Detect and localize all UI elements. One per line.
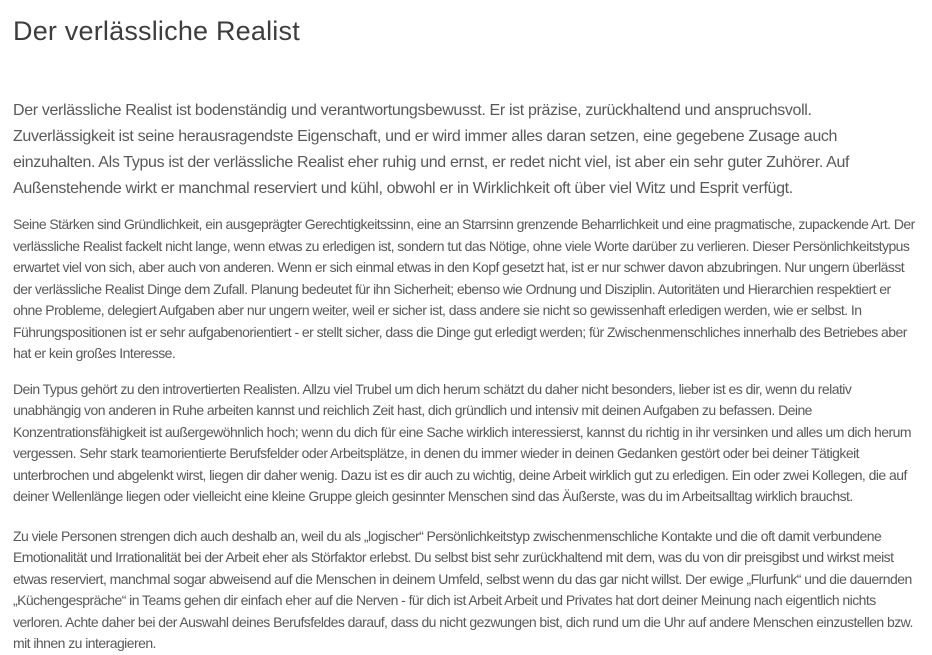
- intro-paragraph: Der verlässliche Realist ist bodenständig und verantwortungsbewusst. Er ist präzise, zurückhaltend und anspruchsvoll. Zuverlässigkeit ist seine herausragendste Eigenschaft, und er wird immer alles daran setzen, eine gegebene Zusage auch einzuhalten. Als Typus ist der verlässliche Realist eher ruhig und ernst, er redet nicht viel, ist aber ein sehr guter Zuhörer. Auf Außenstehende wirkt er manchmal reserviert und kühl, obwohl er in Wirklichkeit oft über viel Witz und Esprit verfügt.: [13, 102, 850, 197]
- page-title: Der verlässliche Realist: [13, 16, 300, 46]
- strengths-paragraph: Seine Stärken sind Gründlichkeit, ein ausgeprägter Gerechtigkeitssinn, eine an Starrsinn grenzende Beharrlichkeit und eine pragmatische, zupackende Art. Der verlässliche Realist fackelt nicht lange, wenn etwas zu erledigen ist, sondern tut das Nötige, ohne viele Worte darüber zu verlieren. Dieser Persönlichkeitstypus erwartet viel von sich, aber auch von anderen. Wenn er sich einmal etwas in den Kopf gesetzt hat, ist er nur schwer davon abzubringen. Nur ungern überlässt der verlässliche Realist Dinge dem Zufall. Planung bedeutet für ihn Sicherheit; ebenso wie Ordnung und Disziplin. Autoritäten und Hierarchien respektiert er ohne Probleme, delegiert Aufgaben aber nur ungern weiter, weil er sicher ist, dass andere sie nicht so gewissenhaft erledigen werden, wie er selbst. In Führungspositionen ist er sehr aufgabenorientiert - er stellt sicher, dass die Dinge gut erledigt werden; für Zwischenmenschliches innerhalb des Betriebes aber hat er kein großes Interesse.: [13, 216, 915, 361]
- work-style-paragraph: Dein Typus gehört zu den introvertierten Realisten. Allzu viel Trubel um dich herum schätzt du daher nicht besonders, lieber ist es dir, wenn du relativ unabhängig von anderen in Ruhe arbeiten kannst und reichlich Zeit hast, dich gründlich und intensiv mit deinen Aufgaben zu befassen. Deine Konzentrationsfähigkeit ist außergewöhnlich hoch; wenn du dich für eine Sache wirklich interessierst, kannst du richtig in ihr versinken und alles um dich herum vergessen. Sehr stark teamorientierte Berufsfelder oder Arbeitsplätze, in denen du immer wieder in deinen Gedanken gestört oder bei deiner Tätigkeit unterbrochen und abgelenkt wirst, liegen dir daher wenig. Dazu ist es dir auch zu wichtig, deine Arbeit wirklich gut zu erledigen. Ein oder zwei Kollegen, die auf deiner Wellenlänge liegen oder vielleicht eine kleine Gruppe gleich gesinnter Menschen sind das Äußerste, was du im Arbeitsalltag wirklich brauchst.: [13, 380, 911, 504]
- social-paragraph: Zu viele Personen strengen dich auch deshalb an, weil du als „logischer“ Persönlichkeitstyp zwischenmenschliche Kontakte und die oft damit verbundene Emotionalität und Irrationalität bei der Arbeit eher als Störfaktor erlebst. Du selbst bist sehr zurückhaltend mit dem, was du von dir preisgibst und wirkst meist etwas reserviert, manchmal sogar abweisend auf die Menschen in deinem Umfeld, selbst wenn du das gar nicht willst. Der ewige „Flurfunk“ und die dauernden „Küchengespräche“ in Teams gehen dir einfach eher auf die Nerven - für dich ist Arbeit Arbeit und Privates hat dort deiner Meinung nach eigentlich nichts verloren. Achte daher bei der Auswahl deines Berufsfeldes darauf, dass du nicht gezwungen bist, dich rund um die Uhr auf andere Menschen einzustellen bzw. mit ihnen zu interagieren.: [13, 527, 913, 651]
